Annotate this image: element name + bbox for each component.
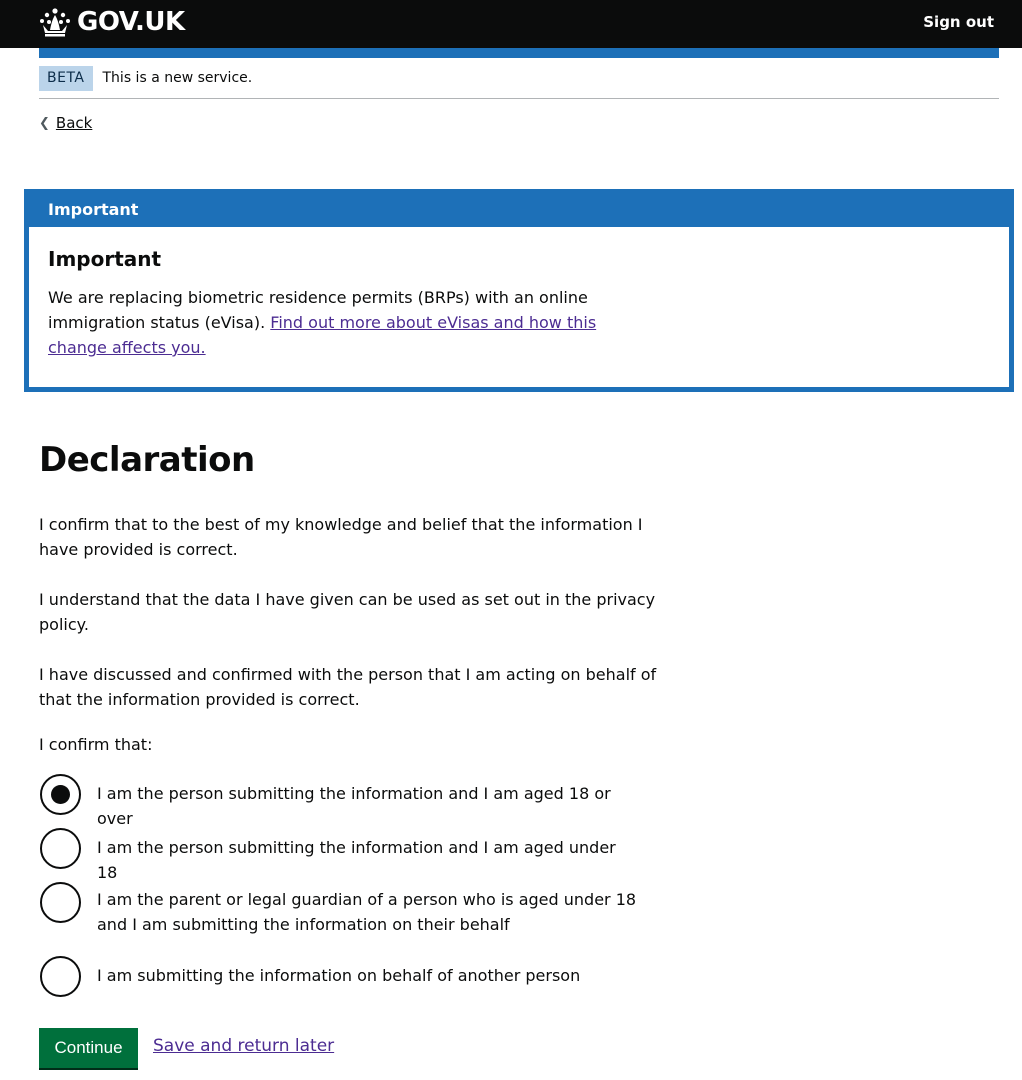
- radio-label[interactable]: I am the person submitting the information and I am aged 18 or over: [97, 784, 611, 828]
- save-and-return-later-link[interactable]: Save and return later: [153, 1036, 335, 1056]
- chevron-left-icon: ❮: [39, 115, 50, 131]
- banner-title: Important: [29, 194, 1009, 227]
- confirm-legend: I confirm that:: [39, 735, 153, 754]
- header-blue-bar: [39, 48, 999, 58]
- crown-icon: [39, 7, 71, 37]
- back-link-container[interactable]: [39, 114, 92, 132]
- radio-label[interactable]: I am submitting the information on behalf of another person: [97, 966, 581, 985]
- radio-button[interactable]: [40, 882, 81, 923]
- radio-button-checked[interactable]: [40, 774, 81, 815]
- evisa-info-link[interactable]: Find out more about eVisas and how this change affects you.: [48, 313, 597, 357]
- radio-button[interactable]: [40, 828, 81, 869]
- phase-banner-text: This is a new service.: [102, 70, 253, 86]
- radio-option-parent-guardian[interactable]: [40, 882, 637, 937]
- radio-label[interactable]: I am the parent or legal guardian of a person who is aged under 18 and I am submitting the information on their behalf: [97, 890, 637, 934]
- logo-text: GOV.UK: [77, 7, 185, 37]
- banner-text-body: We are replacing biometric residence permits (BRPs) with an online immigration status (eVisa).: [48, 288, 588, 332]
- radio-option-minor-self[interactable]: [40, 828, 637, 885]
- page-title: Declaration: [39, 440, 255, 480]
- banner-text: [48, 285, 608, 360]
- declaration-paragraph-3: I have discussed and confirmed with the person that I am acting on behalf of that the information provided is correct.: [39, 665, 657, 709]
- radio-button[interactable]: [40, 956, 81, 997]
- radio-label[interactable]: I am the person submitting the information and I am aged under 18: [97, 838, 616, 882]
- important-notification-banner: [24, 189, 1014, 392]
- site-header: [0, 0, 1022, 48]
- declaration-paragraph-2: I understand that the data I have given can be used as set out in the privacy policy.: [39, 590, 656, 634]
- radio-option-adult-self[interactable]: [40, 774, 637, 831]
- phase-banner: [39, 66, 999, 99]
- govuk-logo-link[interactable]: [39, 6, 185, 38]
- continue-button[interactable]: Continue: [39, 1028, 138, 1068]
- radio-option-on-behalf[interactable]: [40, 956, 637, 997]
- banner-content: [29, 227, 1009, 380]
- back-link[interactable]: Back: [55, 114, 93, 132]
- sign-out-link[interactable]: Sign out: [923, 13, 994, 31]
- banner-heading: Important: [48, 247, 162, 271]
- beta-tag: BETA: [39, 66, 93, 91]
- declaration-paragraph-1: I confirm that to the best of my knowledge and belief that the information I have provided is correct.: [39, 515, 643, 559]
